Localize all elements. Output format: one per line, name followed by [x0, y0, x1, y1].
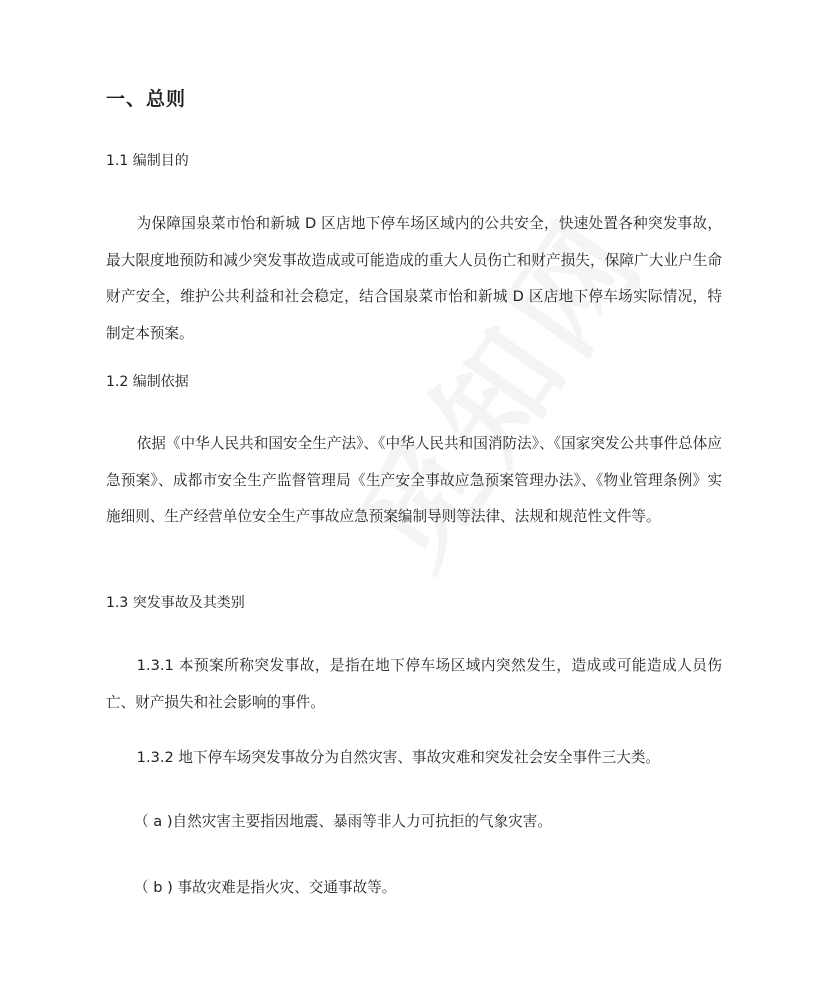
heading-1-2: 1.2 编制依据 — [106, 374, 189, 390]
list-item-b: （ b ) 事故灾难是指火灾、交通事故等。 — [134, 879, 397, 896]
section-title: 一、总则 — [106, 88, 187, 110]
list-item-a: （ a )自然灾害主要指因地震、暴雨等非人力可抗拒的气象灾害。 — [134, 813, 552, 830]
paragraph-1-3-1: 1.3.1 本预案所称突发事故，是指在地下停车场区域内突然发生，造成或可能造成人员伤亡、财产损失和社会影响的事件。 — [106, 657, 722, 711]
heading-1-1: 1.1 编制目的 — [106, 153, 189, 169]
paragraph-1-3-2: 1.3.2 地下停车场突发事故分为自然灾害、事故灾难和突发社会安全事件三大类。 — [136, 749, 661, 766]
paragraph-purpose: 为保障国泉菜市怡和新城 D 区店地下停车场区域内的公共安全，快速处置各种突发事故，最大限度地预防和减少突发事故造成或可能造成的重大人员伤亡和财产损失，保障广大业户生命财产安全，维护公共利益和社会稳定，结合国泉菜市怡和新城 D 区店地下停车场实际情况，特制定本预案。 — [106, 215, 722, 342]
heading-1-3: 1.3 突发事故及其类别 — [106, 595, 245, 611]
paragraph-basis: 依据《中华人民共和国安全生产法》、《中华人民共和国消防法》、《国家突发公共事件总体应急预案》、成都市安全生产监督管理局《生产安全事故应急预案管理办法》、《物业管理条例》实施细则、生产经营单位安全生产事故应急预案编制导则等法律、法规和规范性文件等。 — [106, 435, 722, 525]
